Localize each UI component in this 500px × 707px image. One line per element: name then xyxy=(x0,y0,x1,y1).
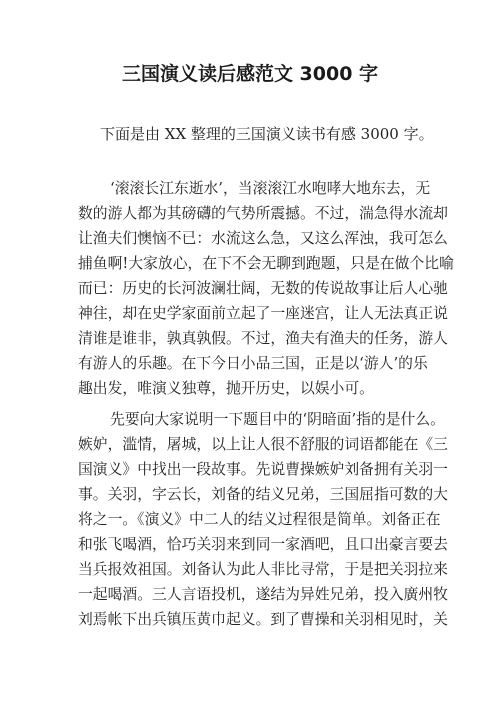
intro-line: 下面是由 XX 整理的三国演义读书有感 3000 字。 xyxy=(100,125,434,143)
paragraph-line: 让渔夫们懊恼不已：水流这么急，又这么浑浊，我可怎么 xyxy=(78,230,448,247)
paragraph-line: 有游人的乐趣。在下今日小品三国，正是以‘游人’的乐 xyxy=(78,355,428,372)
paragraph-line: 国演义》中找出一段故事。先说曹操嫉妒刘备拥有关羽一 xyxy=(78,461,448,478)
paragraph-line: 嫉妒，滥情，屠城，以上让人很不舒服的词语都能在《三 xyxy=(78,436,448,453)
paragraph-line: 事。关羽，字云长，刘备的结义兄弟，三国屈指可数的大 xyxy=(78,486,448,503)
paragraph-line: 趣出发，唯演义独尊，抛开历史，以娱小可。 xyxy=(78,380,374,397)
paragraph-line: ‘滚滚长江东逝水’，当滚滚江水咆哮大地东去，无 xyxy=(110,180,431,197)
paragraph-line: 一起喝酒。三人言语投机，遂结为异姓兄弟，投入廣州牧 xyxy=(78,586,448,603)
paragraph-line: 神往，却在史学家面前立起了一座迷宫，让人无法真正说 xyxy=(78,305,448,322)
paragraph-line: 当兵报效祖国。刘备认为此人非比寻常，于是把关羽拉来 xyxy=(78,561,448,578)
document-title: 三国演义读后感范文 3000 字 xyxy=(121,63,379,85)
paragraph-line: 捕鱼啊!大家放心，在下不会无聊到跑题，只是在做个比喻 xyxy=(78,255,454,272)
paragraph-line: 先要向大家说明一下题目中的‘阴暗面’指的是什么。 xyxy=(110,411,445,428)
paragraph-line: 刘焉帐下出兵镇压黄巾起义。到了曹操和关羽相见时，关 xyxy=(78,611,448,628)
paragraph-line: 将之一。《演义》中二人的结义过程很是简单。刘备正在 xyxy=(78,511,441,528)
paragraph-line: 清谁是谁非，孰真孰假。不过，渔夫有渔夫的任务，游人 xyxy=(78,330,448,347)
paragraph-line: 和张飞喝酒，恰巧关羽来到同一家酒吧，且口出豪言要去 xyxy=(78,536,448,553)
paragraph-line: 数的游人都为其磅礴的气势所震撼。不过，湍急得水流却 xyxy=(78,205,448,222)
paragraph-line: 而已：历史的长河波澜壮阔，无数的传说故事让后人心驰 xyxy=(78,280,448,297)
